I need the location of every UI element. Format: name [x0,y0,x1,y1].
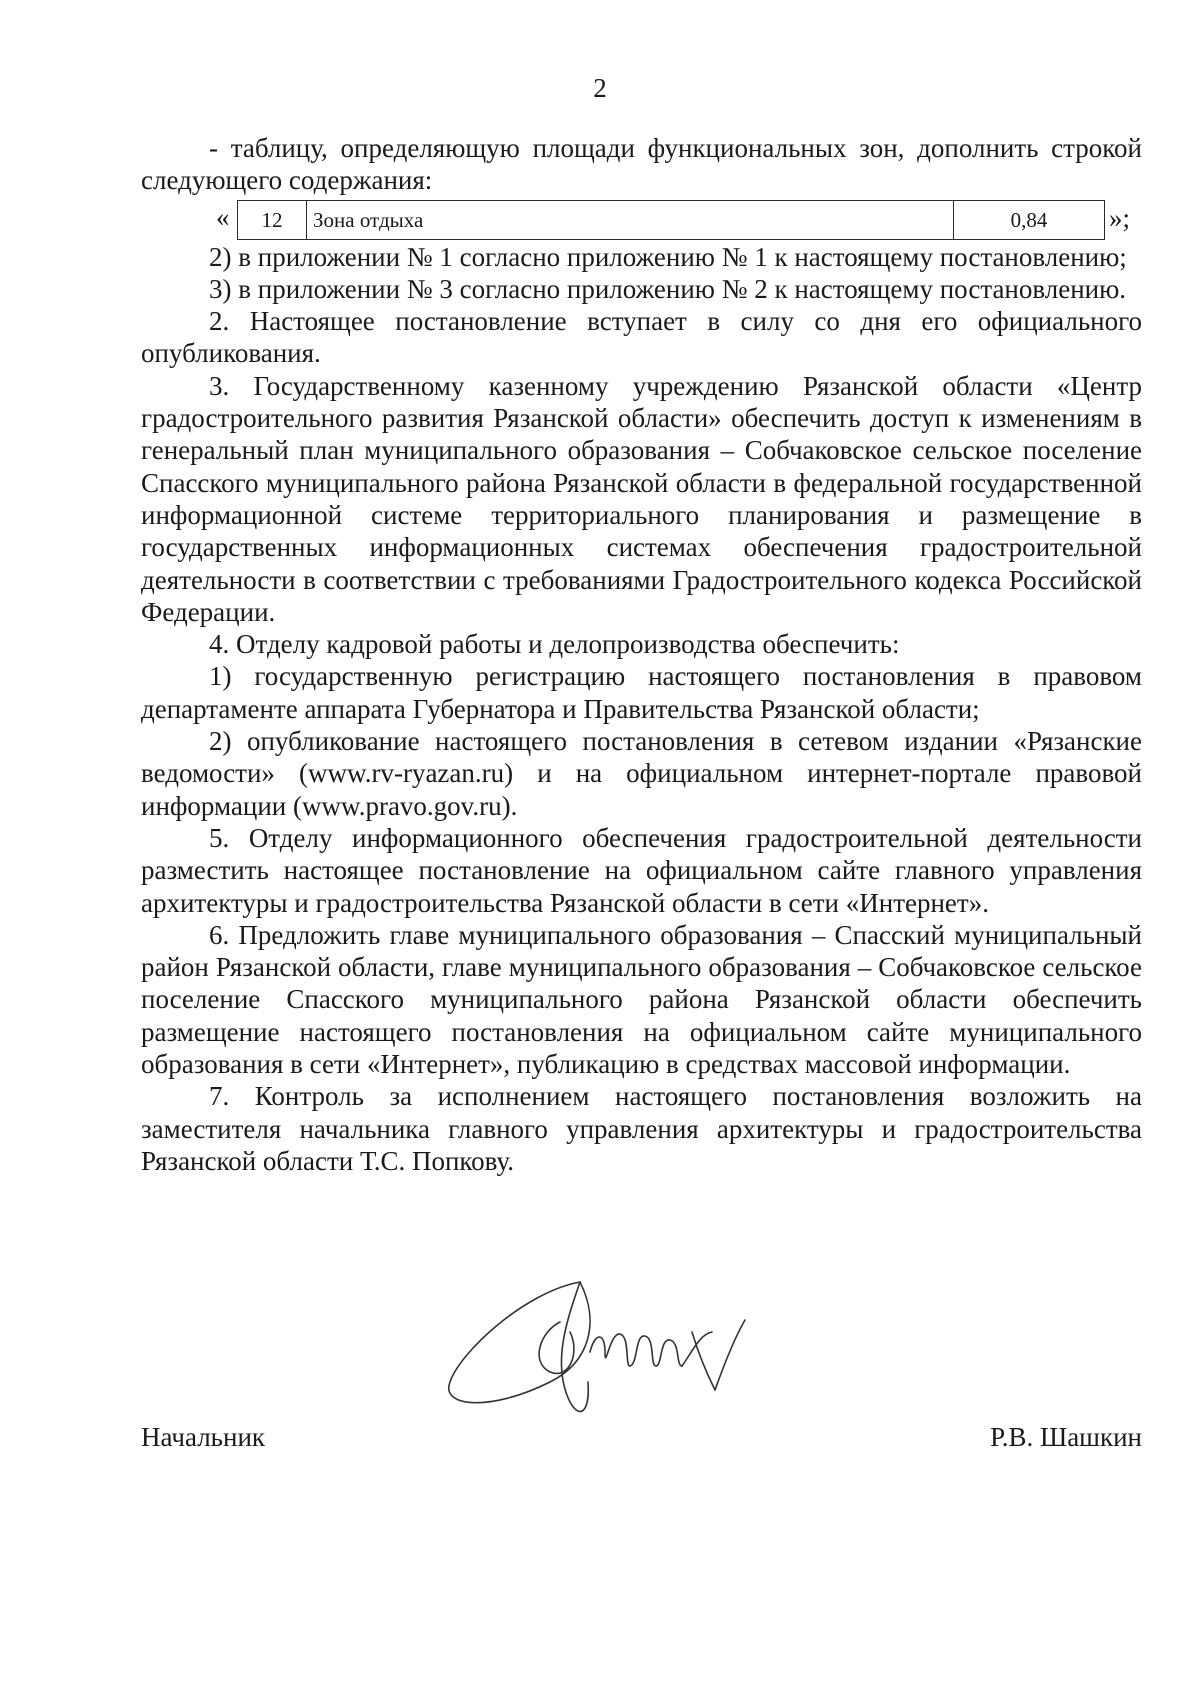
page-number: 2 [593,73,607,103]
paragraph-4: 4. Отделу кадровой работы и делопроизводства обеспечить: [209,629,900,660]
paragraph-3: 3. Государственному казенному учреждению Рязанской области «Центр градостроительного развития Рязанской области» обеспечить доступ к изменениям в генеральный план муниципального образования – Собчаковское сельское поселение Спасского муниципального района Рязанской области в федеральной государственной информационной системе территориального планирования и размещение в государственных информационных системах обеспечения градостроительной деятельности в соответствии с требованиями Градостроительного кодекса Российской Федерации. [141,370,1142,627]
zone-number-cell: 12 [238,200,307,239]
paragraph-2-2: 2) в приложении № 1 согласно приложению № 1 к настоящему постановлению; [209,241,1127,272]
paragraph-2-3: 3) в приложении № 3 согласно приложению № 2 к настоящему постановлению. [209,273,1127,304]
paragraph-2: 2. Настоящее постановление вступает в силу со дня его официального опубликования. [141,306,1142,369]
zone-table [237,200,1105,240]
document-body [141,132,1142,1177]
paragraph-7: 7. Контроль за исполнением настоящего постановления возложить на заместителя начальника главного управления архитектуры и градостроительства Рязанской области Т.С. Попкову. [141,1081,1142,1176]
intro-paragraph: - таблицу, определяющую площади функциональных зон, дополнить строкой следующего содержания: [141,133,1142,196]
quote-close: »; [1109,202,1131,233]
handwritten-signature [430,1262,770,1422]
signature-block [141,1422,1142,1462]
quote-open: « [216,201,230,232]
table-row [238,200,1105,239]
paragraph-6: 6. Предложить главе муниципального образования – Спасский муниципальный район Рязанской области, главе муниципального образования – Собчаковское сельское поселение Спасского муниципального района Рязанской области обеспечить размещение настоящего постановления на официальном сайте муниципального образования в сети «Интернет», публикацию в средствах массовой информации. [141,919,1142,1080]
paragraph-4-2: 2) опубликование настоящего постановления в сетевом издании «Рязанские ведомости» (www.rv-ryazan.ru) и на официальном интернет-портале правовой информации (www.pravo.gov.ru). [141,726,1142,821]
zone-name-cell: Зона отдыха [307,200,954,239]
zone-table-line [141,197,1142,241]
paragraph-4-1: 1) государственную регистрацию настоящего постановления в правовом департаменте аппарата Губернатора и Правительства Рязанской области; [141,661,1142,724]
paragraph-5: 5. Отделу информационного обеспечения градостроительной деятельности разместить настоящее постановление на официальном сайте главного управления архитектуры и градостроительства Рязанской области в сети «Интернет». [141,822,1142,918]
zone-area-cell: 0,84 [954,200,1105,239]
signatory-title: Начальник [141,1422,266,1452]
signatory-name: Р.В. Шашкин [990,1422,1142,1452]
